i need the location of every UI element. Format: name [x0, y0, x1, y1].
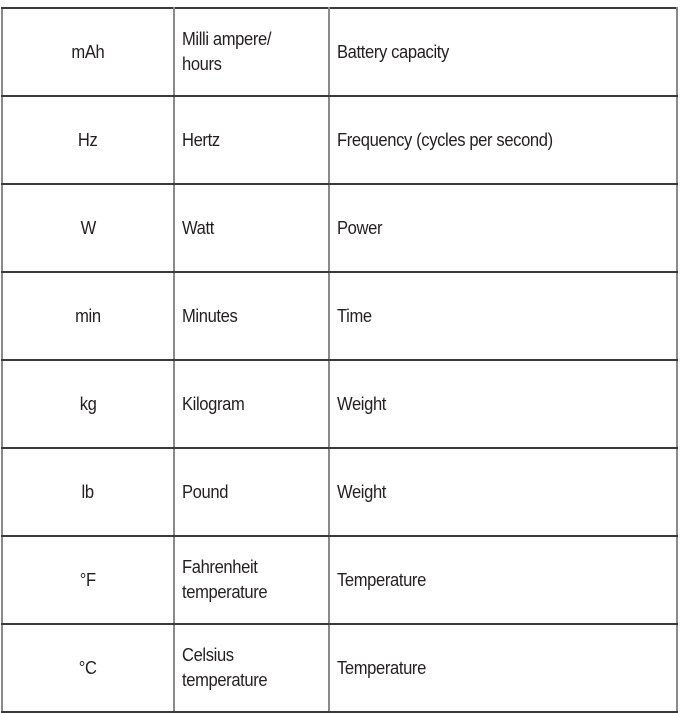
unit-meaning: Weight [337, 481, 387, 502]
unit-name-cell [174, 96, 329, 184]
unit-meaning: Power [337, 217, 383, 238]
unit-symbol-cell [2, 624, 174, 712]
unit-symbol: min [75, 305, 101, 326]
unit-symbol: kg [79, 393, 97, 414]
unit-meaning-cell [329, 624, 677, 712]
unit-symbol: W [80, 217, 96, 238]
unit-meaning-cell [329, 8, 677, 96]
unit-symbol: lb [81, 481, 95, 502]
table-row [2, 272, 677, 360]
unit-meaning-cell [329, 272, 677, 360]
table-row [2, 8, 677, 96]
unit-name-cell [174, 624, 329, 712]
table-row [2, 184, 677, 272]
unit-name: Fahrenheit temperature [182, 557, 268, 602]
unit-symbol: mAh [71, 41, 105, 62]
unit-name: Watt [182, 217, 214, 238]
table-row [2, 96, 677, 184]
unit-symbol-cell [2, 536, 174, 624]
unit-name: Milli ampere/ hours [182, 29, 272, 74]
unit-meaning-cell [329, 536, 677, 624]
unit-symbol-cell [2, 360, 174, 448]
unit-name-cell [174, 8, 329, 96]
unit-name: Hertz [182, 129, 220, 150]
unit-meaning-cell [329, 360, 677, 448]
unit-name-cell [174, 272, 329, 360]
unit-meaning: Time [337, 305, 372, 326]
unit-meaning: Temperature [337, 657, 426, 678]
units-table [1, 7, 678, 713]
unit-name-cell [174, 448, 329, 536]
unit-symbol-cell [2, 96, 174, 184]
unit-name: Kilogram [182, 393, 245, 414]
unit-meaning: Temperature [337, 569, 426, 590]
unit-symbol-cell [2, 184, 174, 272]
unit-symbol-cell [2, 448, 174, 536]
unit-meaning: Weight [337, 393, 387, 414]
unit-symbol: °C [79, 657, 97, 678]
unit-name: Pound [182, 481, 229, 502]
unit-meaning-cell [329, 184, 677, 272]
unit-name: Celsius temperature [182, 645, 268, 690]
unit-meaning: Battery capacity [337, 41, 449, 62]
unit-meaning-cell [329, 96, 677, 184]
table-row [2, 536, 677, 624]
table-row [2, 624, 677, 712]
unit-name: Minutes [182, 305, 238, 326]
table-row [2, 360, 677, 448]
table-row [2, 448, 677, 536]
unit-name-cell [174, 360, 329, 448]
unit-symbol: °F [79, 569, 97, 590]
unit-name-cell [174, 184, 329, 272]
unit-meaning: Frequency (cycles per second) [337, 129, 553, 150]
unit-name-cell [174, 536, 329, 624]
unit-symbol-cell [2, 8, 174, 96]
unit-symbol-cell [2, 272, 174, 360]
unit-symbol: Hz [78, 129, 98, 150]
unit-meaning-cell [329, 448, 677, 536]
